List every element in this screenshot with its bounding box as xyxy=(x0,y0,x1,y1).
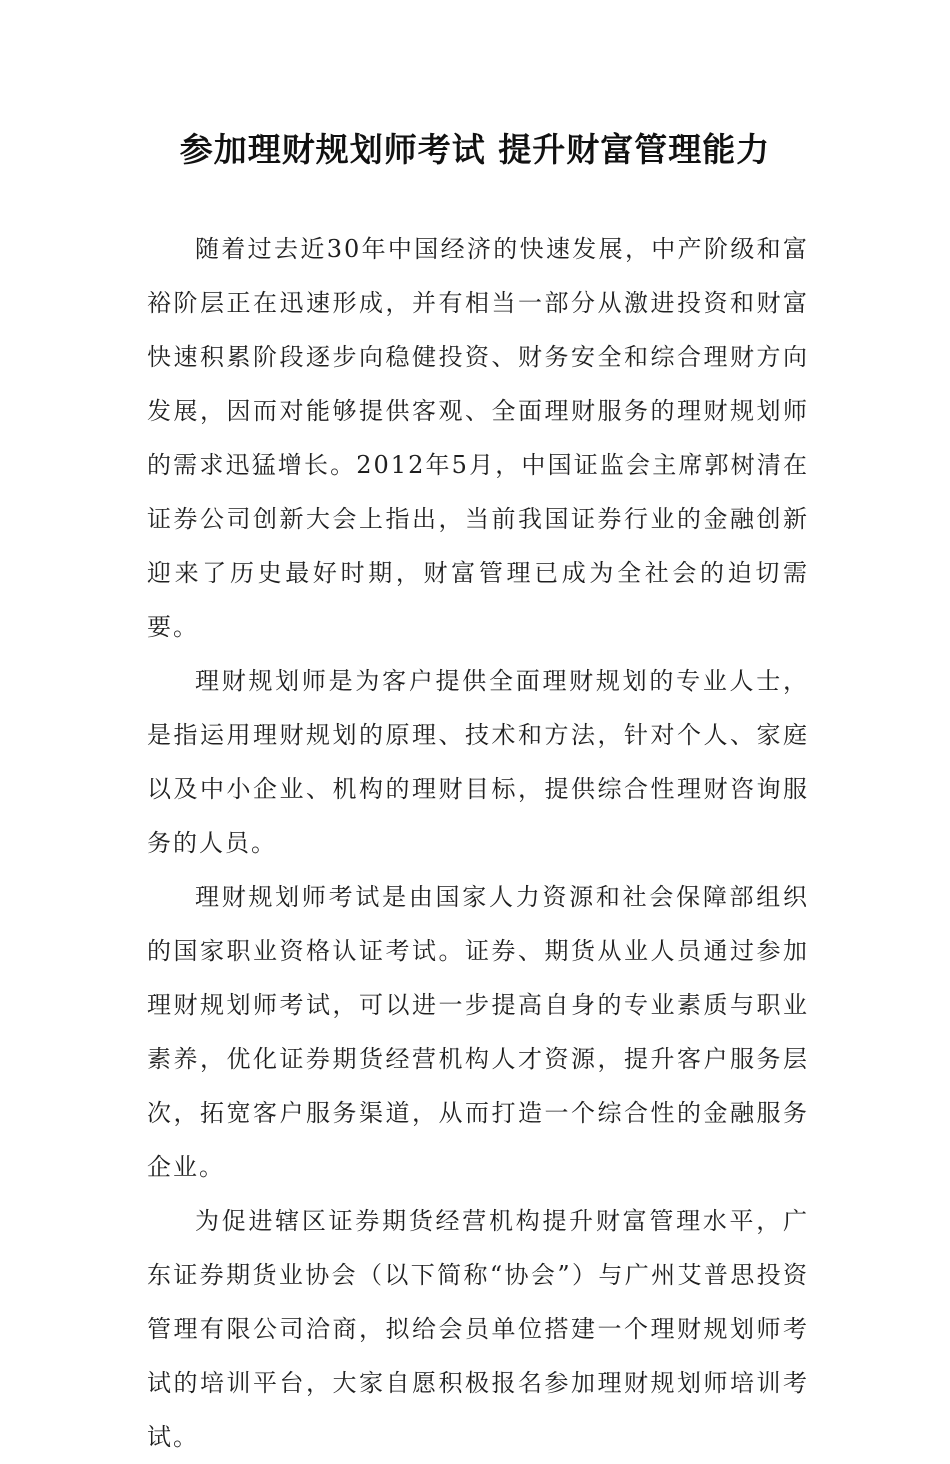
paragraph-1: 随着过去近30年中国经济的快速发展，中产阶级和富裕阶层正在迅速形成，并有相当一部分从激进投资和财富快速积累阶段逐步向稳健投资、财务安全和综合理财方向发展，因而对能够提供客观、全面理财服务的理财规划师的需求迅猛增长。2012年5月，中国证监会主席郭树清在证券公司创新大会上指出，当前我国证券行业的金融创新迎来了历史最好时期，财富管理已成为全社会的迫切需要。 xyxy=(147,235,809,641)
paragraph-4: 为促进辖区证券期货经营机构提升财富管理水平，广东证券期货业协会（以下简称“协会”）与广州艾普思投资管理有限公司洽商，拟给会员单位搭建一个理财规划师考试的培训平台，大家自愿积极报名参加理财规划师培训考试。 xyxy=(147,1207,809,1451)
paragraph-2: 理财规划师是为客户提供全面理财规划的专业人士，是指运用理财规划的原理、技术和方法，针对个人、家庭以及中小企业、机构的理财目标，提供综合性理财咨询服务的人员。 xyxy=(147,667,809,857)
document-title: 参加理财规划师考试 提升财富管理能力 xyxy=(179,130,771,169)
paragraph-3: 理财规划师考试是由国家人力资源和社会保障部组织的国家职业资格认证考试。证券、期货从业人员通过参加理财规划师考试，可以进一步提高自身的专业素质与职业素养，优化证券期货经营机构人才资源，提升客户服务层次，拓宽客户服务渠道，从而打造一个综合性的金融服务企业。 xyxy=(147,883,809,1181)
document-body xyxy=(147,222,809,1464)
